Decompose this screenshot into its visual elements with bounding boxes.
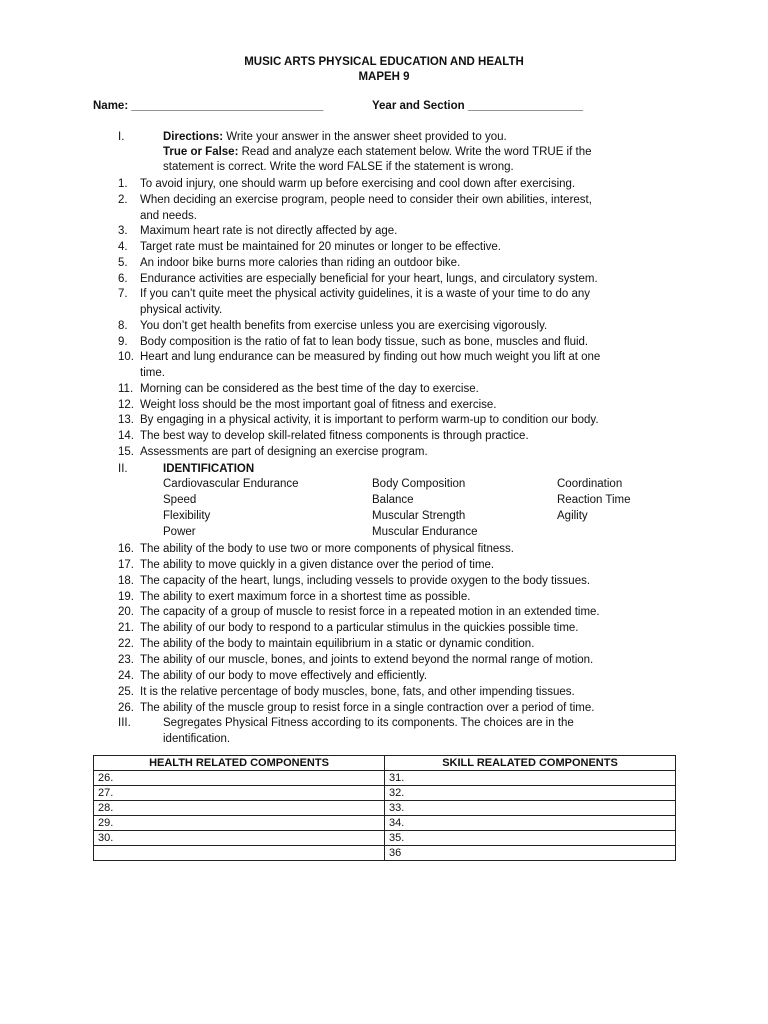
directions-label: Directions: xyxy=(163,131,224,143)
part1-numeral: I. xyxy=(118,131,125,143)
document-title: MUSIC ARTS PHYSICAL EDUCATION AND HEALTH xyxy=(244,56,524,68)
choice-item: Reaction Time xyxy=(557,493,631,506)
item-number: 15. xyxy=(118,445,134,458)
section-blank: __________________ xyxy=(467,100,584,112)
item-text: and needs. xyxy=(140,209,197,222)
item-text: Morning can be considered as the best time of the day to exercise. xyxy=(140,382,479,395)
part2-numeral: II. xyxy=(118,463,128,475)
item-text: The capacity of a group of muscle to resist force in a repeated motion in an extended time. xyxy=(140,606,600,619)
item-text: The ability of our body to respond to a particular stimulus in the quickies possible time. xyxy=(140,622,579,635)
part3-text: Segregates Physical Fitness according to its components. The choices are in the xyxy=(163,717,574,729)
table-header-health: HEALTH RELATED COMPONENTS xyxy=(94,756,385,771)
health-answer-cell[interactable]: 27. xyxy=(94,786,385,801)
table-row xyxy=(94,786,676,801)
table-row xyxy=(94,816,676,831)
table-row xyxy=(94,846,676,861)
name-label: Name: xyxy=(93,100,129,112)
item-text: The ability of our muscle, bones, and joints to extend beyond the normal range of motion. xyxy=(140,653,594,666)
table-row xyxy=(94,801,676,816)
choice-item: Flexibility xyxy=(163,509,211,522)
item-text: Maximum heart rate is not directly affected by age. xyxy=(140,225,398,238)
item-number: 5. xyxy=(118,256,128,269)
item-number: 2. xyxy=(118,193,128,206)
choice-item: Power xyxy=(163,525,196,538)
directions-text: Write your answer in the answer sheet provided to you. xyxy=(223,131,507,143)
item-number: 24. xyxy=(118,669,134,682)
item-number: 4. xyxy=(118,241,128,253)
item-text: If you can’t quite meet the physical activity guidelines, it is a waste of your time to do any xyxy=(140,288,591,301)
item-number: 22. xyxy=(118,638,134,651)
part1-directions xyxy=(163,130,507,145)
item-number: 17. xyxy=(118,558,134,571)
skill-answer-cell[interactable]: 36 xyxy=(385,846,676,861)
choice-item: Speed xyxy=(163,493,197,506)
item-number: 10. xyxy=(118,351,134,364)
choice-item: Coordination xyxy=(557,478,623,490)
item-number: 16. xyxy=(118,543,134,555)
skill-answer-cell[interactable]: 33. xyxy=(385,801,676,816)
part1-tf-instructions xyxy=(163,145,592,160)
item-number: 11. xyxy=(118,382,134,395)
item-number: 19. xyxy=(118,590,134,603)
item-number: 20. xyxy=(118,606,134,619)
section-label: Year and Section xyxy=(372,100,465,112)
item-text: The best way to develop skill-related fitness components is through practice. xyxy=(140,430,529,442)
item-number: 25. xyxy=(118,685,134,698)
item-number: 7. xyxy=(118,288,128,301)
item-number: 3. xyxy=(118,225,128,238)
answer-table xyxy=(93,755,676,861)
item-number: 14. xyxy=(118,430,134,442)
health-answer-cell[interactable]: 30. xyxy=(94,831,385,846)
choice-item: Agility xyxy=(557,509,588,522)
health-answer-cell[interactable] xyxy=(94,846,385,861)
item-text: time. xyxy=(140,367,165,379)
item-text: The capacity of the heart, lungs, including vessels to provide oxygen to the body tissues. xyxy=(140,574,591,587)
tf-text: Read and analyze each statement below. Write the word TRUE if the xyxy=(238,146,592,158)
item-text: Heart and lung endurance can be measured by finding out how much weight you lift at one xyxy=(140,351,601,364)
item-text: physical activity. xyxy=(140,304,223,316)
item-text: Assessments are part of designing an exercise program. xyxy=(140,445,428,458)
item-text: When deciding an exercise program, people need to consider their own abilities, interest, xyxy=(140,193,592,206)
table-row xyxy=(94,771,676,786)
item-number: 6. xyxy=(118,272,128,285)
item-text: The ability to exert maximum force in a shortest time as possible. xyxy=(140,590,471,603)
table-header-skill: SKILL REALATED COMPONENTS xyxy=(385,756,676,771)
choice-item: Body Composition xyxy=(372,478,466,490)
item-text: You don’t get health benefits from exercise unless you are exercising vigorously. xyxy=(140,319,548,332)
name-field xyxy=(93,100,323,112)
item-number: 13. xyxy=(118,414,134,427)
skill-answer-cell[interactable]: 32. xyxy=(385,786,676,801)
item-text: The ability to move quickly in a given distance over the period of time. xyxy=(140,558,495,571)
item-number: 26. xyxy=(118,701,134,714)
item-text: To avoid injury, one should warm up before exercising and cool down after exercising. xyxy=(140,178,576,190)
item-text: Target rate must be maintained for 20 minutes or longer to be effective. xyxy=(140,241,501,253)
item-text: Endurance activities are especially beneficial for your heart, lungs, and circulatory system. xyxy=(140,272,598,285)
item-number: 18. xyxy=(118,574,134,587)
choice-item: Cardiovascular Endurance xyxy=(163,478,299,490)
item-number: 21. xyxy=(118,622,134,635)
item-text: By engaging in a physical activity, it is important to perform warm-up to condition our body. xyxy=(140,414,599,427)
item-text: The ability of the body to use two or more components of physical fitness. xyxy=(140,543,514,555)
choice-item: Muscular Endurance xyxy=(372,525,478,538)
item-number: 1. xyxy=(118,178,128,190)
health-answer-cell[interactable]: 29. xyxy=(94,816,385,831)
item-text: An indoor bike burns more calories than riding an outdoor bike. xyxy=(140,256,461,269)
skill-answer-cell[interactable]: 31. xyxy=(385,771,676,786)
tf-label: True or False: xyxy=(163,146,239,158)
part3-text-continued: identification. xyxy=(163,733,231,745)
health-answer-cell[interactable]: 26. xyxy=(94,771,385,786)
item-number: 8. xyxy=(118,319,128,332)
item-number: 23. xyxy=(118,653,134,666)
choice-item: Muscular Strength xyxy=(372,509,466,522)
item-text: The ability of the muscle group to resist force in a single contraction over a period of time. xyxy=(140,701,595,714)
name-blank: ______________________________ xyxy=(131,100,324,112)
section-field xyxy=(372,100,583,112)
skill-answer-cell[interactable]: 34. xyxy=(385,816,676,831)
item-text: The ability of our body to move effectively and efficiently. xyxy=(140,669,428,682)
item-text: The ability of the body to maintain equilibrium in a static or dynamic condition. xyxy=(140,638,535,651)
choice-item: Balance xyxy=(372,493,414,506)
item-text: Weight loss should be the most important goal of fitness and exercise. xyxy=(140,398,497,411)
item-text: It is the relative percentage of body muscles, bone, fats, and other impending tissues. xyxy=(140,685,575,698)
item-number: 12. xyxy=(118,398,134,411)
part3-numeral: III. xyxy=(118,717,131,729)
skill-answer-cell[interactable]: 35. xyxy=(385,831,676,846)
part2-heading: IDENTIFICATION xyxy=(163,463,255,475)
health-answer-cell[interactable]: 28. xyxy=(94,801,385,816)
document-subtitle: MAPEH 9 xyxy=(358,71,410,83)
tf-text-continued: statement is correct. Write the word FALSE if the statement is wrong. xyxy=(163,161,514,173)
item-text: Body composition is the ratio of fat to lean body tissue, such as bone, muscles and fluid. xyxy=(140,335,589,348)
table-row xyxy=(94,831,676,846)
item-number: 9. xyxy=(118,335,128,348)
